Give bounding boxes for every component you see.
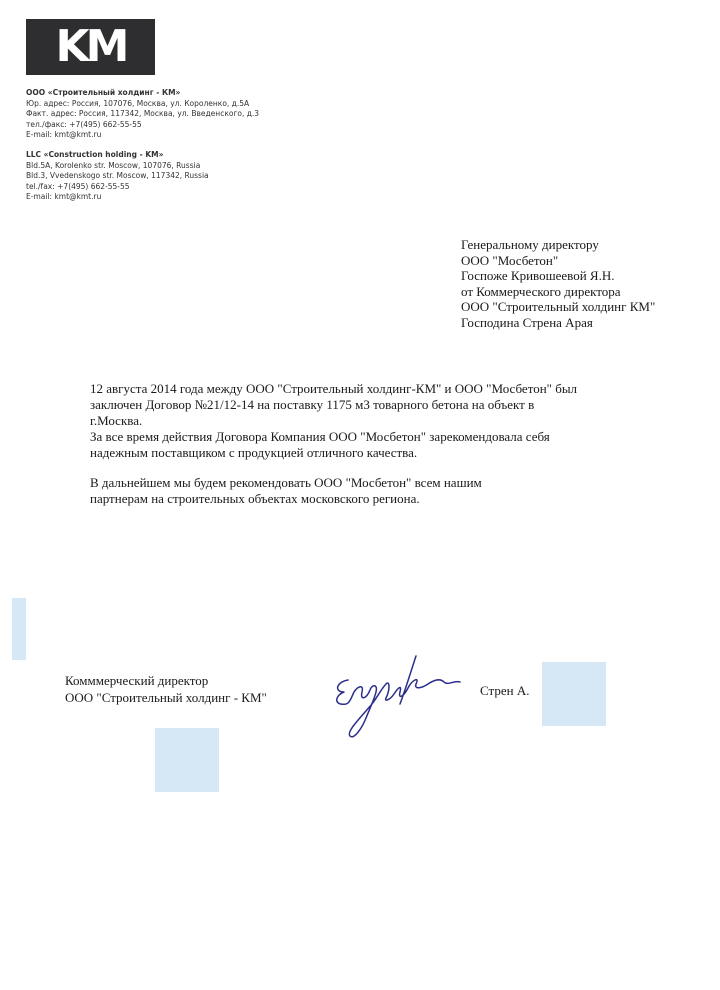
addressee-block [461,237,655,331]
scan-artifact [542,662,606,726]
letterhead-en-company: LLC «Construction holding - KM» [26,150,164,159]
signatory-company: ООО "Строительный холдинг - КМ" [65,689,267,705]
letter-body [90,381,610,507]
signatory-name: Стрен А. [480,683,530,698]
body-line: 12 августа 2014 года между ООО "Строительный холдинг-КМ" и ООО "Мосбетон" был [90,381,578,396]
body-line: надежным поставщиком с продукцией отличного качества. [90,445,418,460]
letterhead-en-address-1: Bld.5A, Korolenko str. Moscow, 107076, Russia [26,160,201,170]
letterhead-ru-email: E-mail: kmt@kmt.ru [26,130,102,139]
body-line: партнерам на строительных объектах московского региона. [90,491,420,506]
body-line: В дальнейшем мы будем рекомендовать ООО "Мосбетон" всем нашим [90,475,482,490]
addressee-line: Госпоже Кривошеевой Я.Н. [461,268,615,284]
scan-artifact [155,728,219,792]
logo-text: KM [55,21,126,72]
body-line: г.Москва. [90,413,143,428]
letterhead-en-address-2: Bld.3, Vvedenskogo str. Moscow, 117342, Russia [26,171,209,180]
body-line: За все время действия Договора Компания ООО "Мосбетон" зарекомендовала себя [90,429,550,444]
body-line: заключен Договор №21/12-14 на поставку 1175 м3 товарного бетона на объект в [90,397,535,412]
addressee-line: от Коммерческого директора [461,283,621,299]
addressee-line: Господина Стрена Арая [461,314,593,330]
letterhead-ru-phone: тел./факс: +7(495) 662-55-55 [26,119,142,129]
signatory-title: Комммерческий директор [65,673,209,688]
addressee-line: ООО "Мосбетон" [461,252,559,268]
letterhead-ru-actual-address: Факт. адрес: Россия, 117342, Москва, ул. Введенского, д.3 [26,109,260,118]
letterhead-ru-legal-address: Юр. адрес: Россия, 107076, Москва, ул. Короленко, д.5А [26,98,250,108]
letterhead-en-email: E-mail: kmt@kmt.ru [26,192,102,201]
letterhead-en-phone: tel./fax: +7(495) 662-55-55 [26,181,130,191]
letterhead-ru-company: ООО «Строительный холдинг - КМ» [26,88,181,97]
addressee-line: ООО "Строительный холдинг КМ" [461,299,656,315]
letterhead-ru [26,88,259,141]
company-logo [26,19,155,75]
handwritten-signature [320,648,480,748]
scan-artifact [12,598,26,660]
addressee-line: Генеральному директору [461,237,599,252]
letterhead-en [26,150,209,203]
signatory-block [65,673,267,706]
